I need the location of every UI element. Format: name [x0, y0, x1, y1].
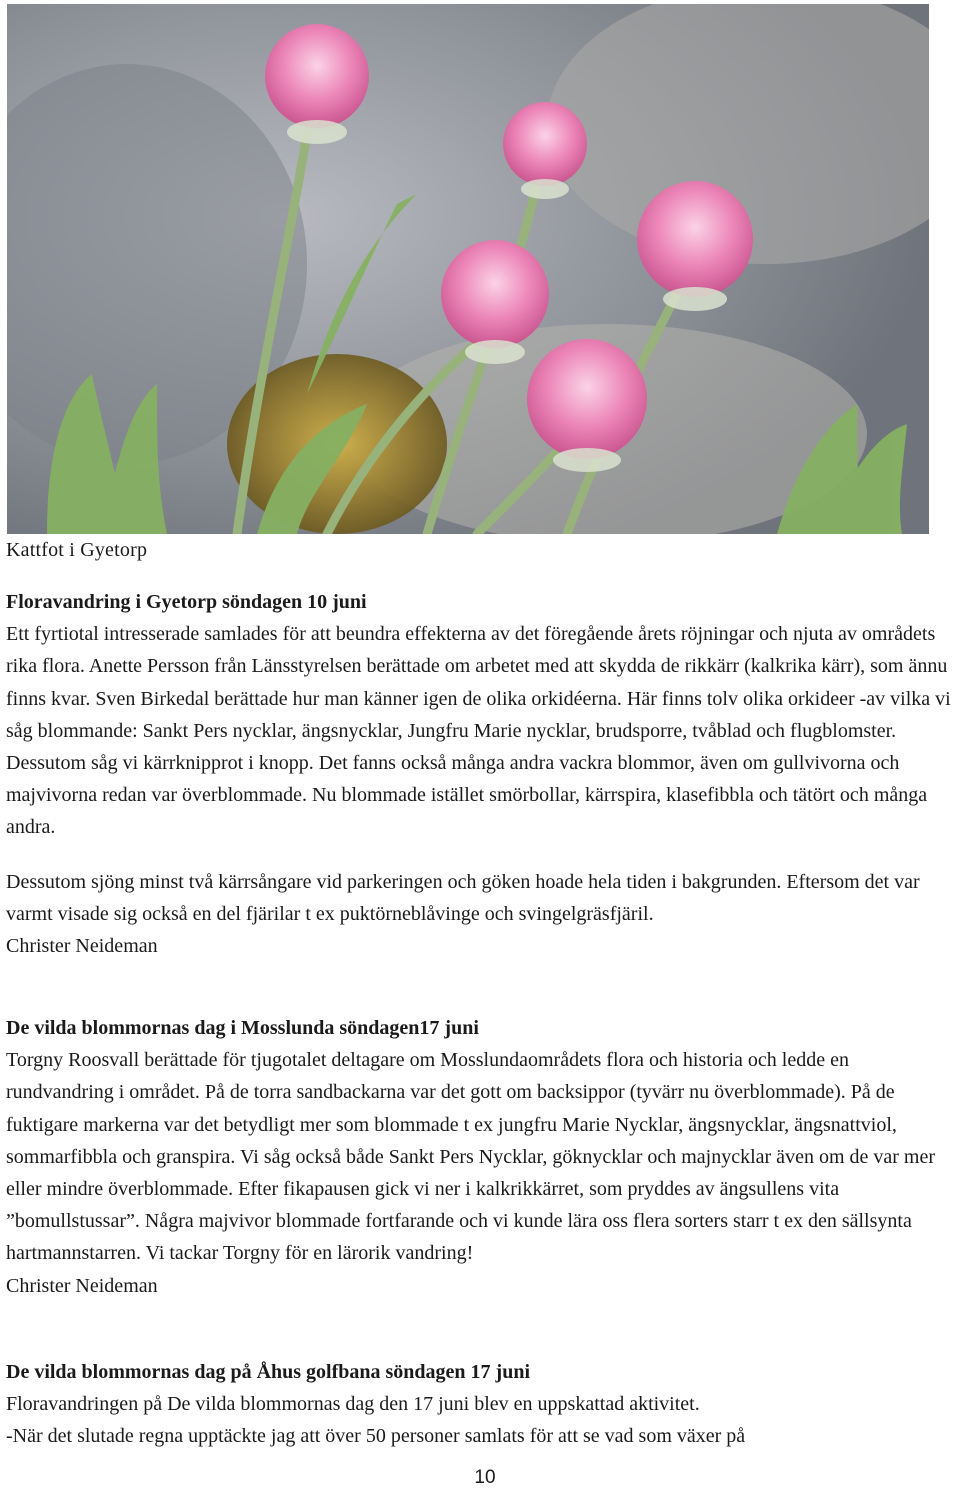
photo-caption: Kattfot i Gyetorp	[6, 539, 148, 561]
section-paragraph: Floravandringen på De vilda blommornas dag den 17 juni blev en uppskattad aktivitet.	[6, 1393, 700, 1416]
section-title: De vilda blommornas dag i Mosslunda söndagen17 juni	[6, 1017, 479, 1039]
article-floravandring-gyetorp	[6, 586, 960, 962]
author-signature: Christer Neideman	[6, 935, 158, 958]
flower-photo-drawing	[7, 4, 929, 534]
article-ahus-golfbana	[6, 1356, 960, 1453]
section-title: Floravandring i Gyetorp söndagen 10 juni	[6, 591, 367, 613]
flower-photo	[7, 4, 929, 534]
section-paragraph: Torgny Roosvall berättade för tjugotalet deltagare om Mosslundaområdets flora och historia och ledde en rundvandring i området. På de torra sandbackarna var det gott om backsippor (tyvärr nu överblommade). På de fuktigare markerna var det betydligt mer som blommade t ex jungfru Marie Nycklar, ängsnycklar, ängsnattviol, sommarfibbla och granspira. Vi såg också både Sankt Pers Nycklar, göknycklar och majnycklar även om de var mer eller mindre överblommade. Efter fikapausen gick vi ner i kalkrikkärret, som pryddes av ängsullens vita ”bomullstussar”. Några majvivor blommade fortfarande och vi kunde lära oss flera sorters starr t ex den sällsynta hartmannstarren. Vi tackar Torgny för en lärorik vandring!	[6, 1049, 936, 1265]
section-title: De vilda blommornas dag på Åhus golfbana söndagen 17 juni	[6, 1361, 531, 1383]
section-paragraph: Ett fyrtiotal intresserade samlades för att beundra effekterna av det föregående årets röjningar och njuta av områdets rika flora. Anette Persson från Länsstyrelsen berättade om arbetet med att skydda de rikkärr (kalkrika kärr), som ännu finns kvar. Sven Birkedal berättade hur man känner igen de olika orkidéerna. Här finns tolv olika orkideer -av vilka vi såg blommande: Sankt Pers nycklar, ängsnycklar, Jungfru Marie nycklar, brudsporre, tvåblad och flugblomster. Dessutom såg vi kärrknipprot i knopp. Det fanns också många andra vackra blommor, även om gullvivorna och majvivorna redan var överblommade. Nu blommade istället smörbollar, kärrspira, klasefibbla och tätört och många andra.	[6, 623, 951, 839]
article-mosslunda	[6, 1012, 960, 1302]
page-number: 10	[474, 1467, 496, 1488]
author-signature: Christer Neideman	[6, 1274, 158, 1297]
section-paragraph: -När det slutade regna upptäckte jag att över 50 personer samlats för att se vad som växer på	[6, 1425, 746, 1448]
section-paragraph: Dessutom sjöng minst två kärrsångare vid parkeringen och göken hoade hela tiden i bakgrunden. Eftersom det var varmt visade sig också en del fjärilar t ex puktörneblåvinge och svingelgräsfjäril.	[6, 870, 920, 925]
